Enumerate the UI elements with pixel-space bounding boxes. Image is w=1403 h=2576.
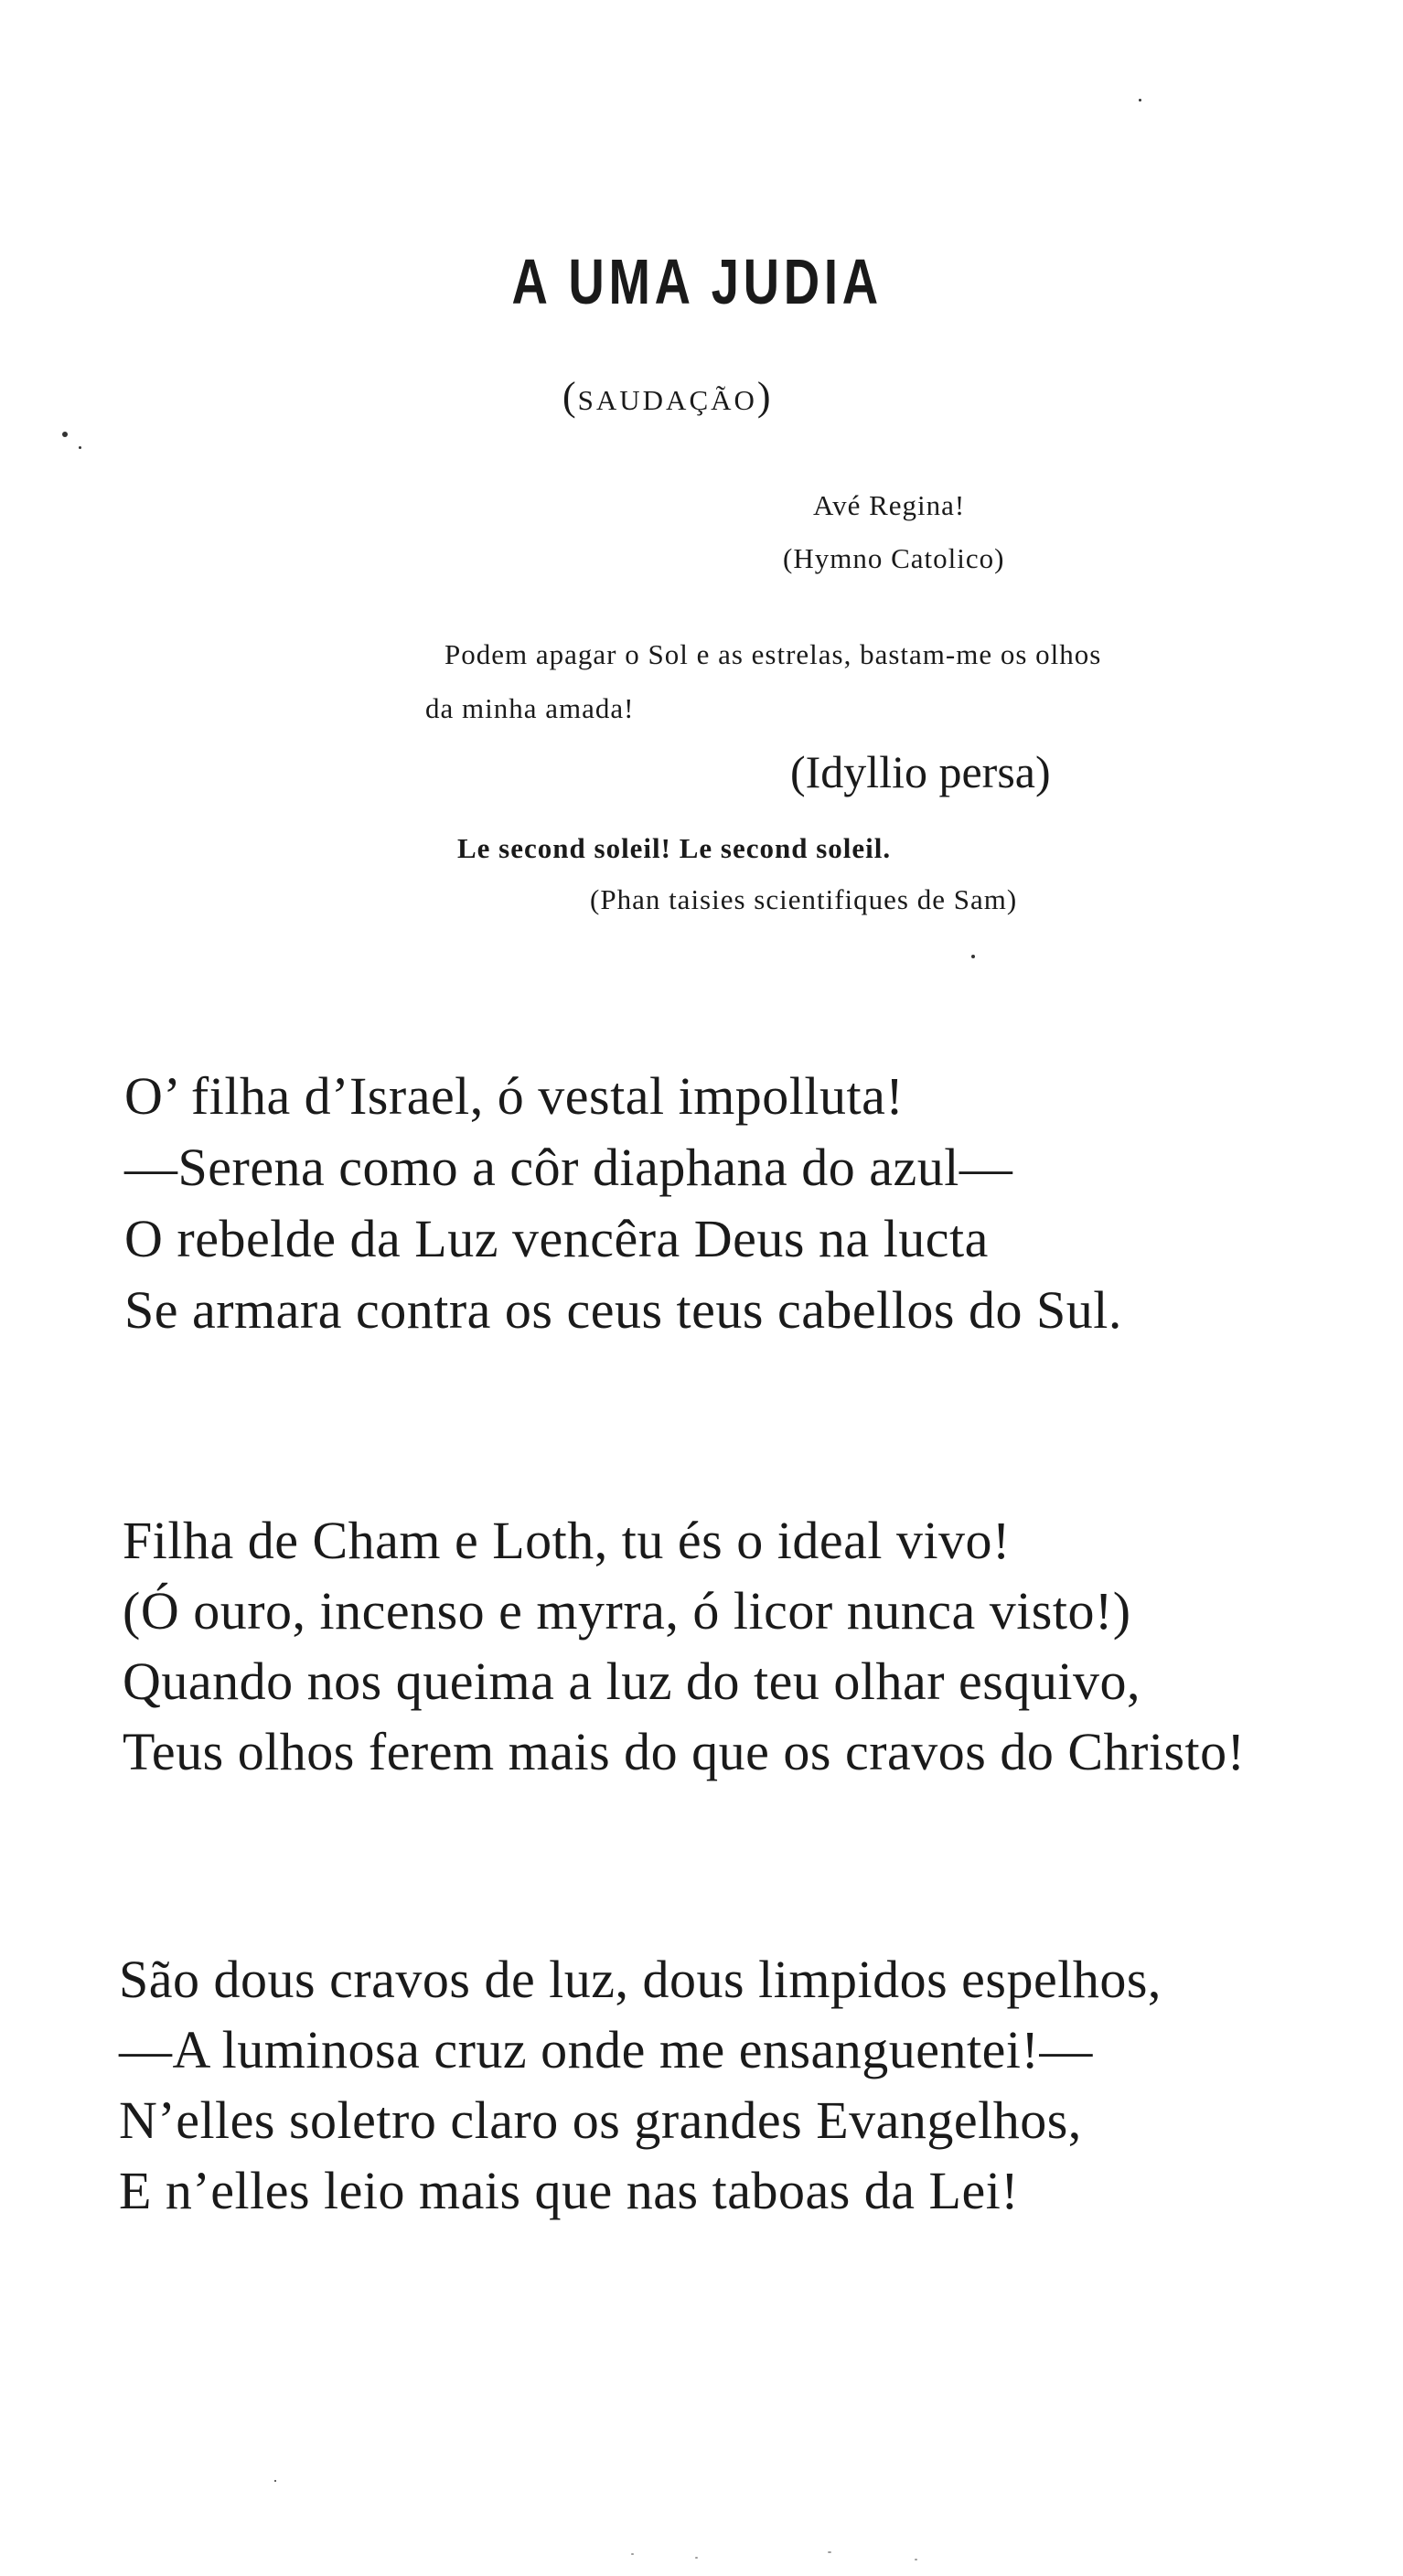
- scan-speck: [62, 432, 68, 437]
- verse-line: N’elles soletro claro os grandes Evangelhos,: [119, 2090, 1082, 2150]
- epigraph-quote-1: Avé Regina!: [813, 489, 966, 521]
- verse-line: O rebelde da Luz vencêra Deus na lucta: [124, 1209, 989, 1268]
- scan-speck: [274, 2480, 276, 2482]
- epigraph-quote-2-line-1: Podem apagar o Sol e as estrelas, bastam-me os olhos: [444, 638, 1102, 670]
- scan-speck: [1139, 99, 1141, 102]
- epigraph-source-1: (Hymno Catolico): [783, 542, 1005, 574]
- scan-speck: [915, 2559, 917, 2560]
- poem-subtitle: [562, 373, 773, 420]
- scan-speck: [79, 446, 81, 449]
- scan-speck: [971, 955, 975, 958]
- epigraph-source-3: (Phan taisies scientifiques de Sam): [590, 883, 1018, 915]
- subtitle-close-paren: ): [756, 374, 773, 419]
- epigraph-quote-3: Le second soleil! Le second soleil.: [457, 832, 892, 864]
- verse-line: E n’elles leio mais que nas taboas da Lei!: [119, 2161, 1020, 2220]
- scan-speck: [828, 2551, 831, 2553]
- poem-title: A UMA JUDIA: [511, 246, 883, 317]
- verse-line: Quando nos queima a luz do teu olhar esquivo,: [123, 1651, 1141, 1711]
- verse-line: (Ó ouro, incenso e myrra, ó licor nunca visto!): [123, 1581, 1131, 1641]
- verse-line: —Serena como a côr diaphana do azul—: [124, 1138, 1013, 1197]
- scan-speck: [631, 2553, 634, 2555]
- scan-speck: [695, 2557, 698, 2559]
- epigraph-quote-2-line-2: da minha amada!: [425, 692, 635, 724]
- verse-line: São dous cravos de luz, dous limpidos espelhos,: [119, 1950, 1162, 2009]
- subtitle-open-paren: (: [562, 374, 578, 419]
- verse-line: O’ filha d’Israel, ó vestal impolluta!: [124, 1066, 905, 1126]
- subtitle-text: SAUDAÇÃO: [577, 384, 757, 416]
- verse-line: Se armara contra os ceus teus cabellos do Sul.: [124, 1280, 1122, 1340]
- verse-line: Filha de Cham e Loth, tu és o ideal vivo!: [123, 1511, 1011, 1570]
- verse-line: —A luminosa cruz onde me ensanguentei!—: [119, 2020, 1093, 2079]
- verse-line: Teus olhos ferem mais do que os cravos do Christo!: [123, 1722, 1246, 1781]
- epigraph-source-2: (Idyllio persa): [790, 746, 1051, 797]
